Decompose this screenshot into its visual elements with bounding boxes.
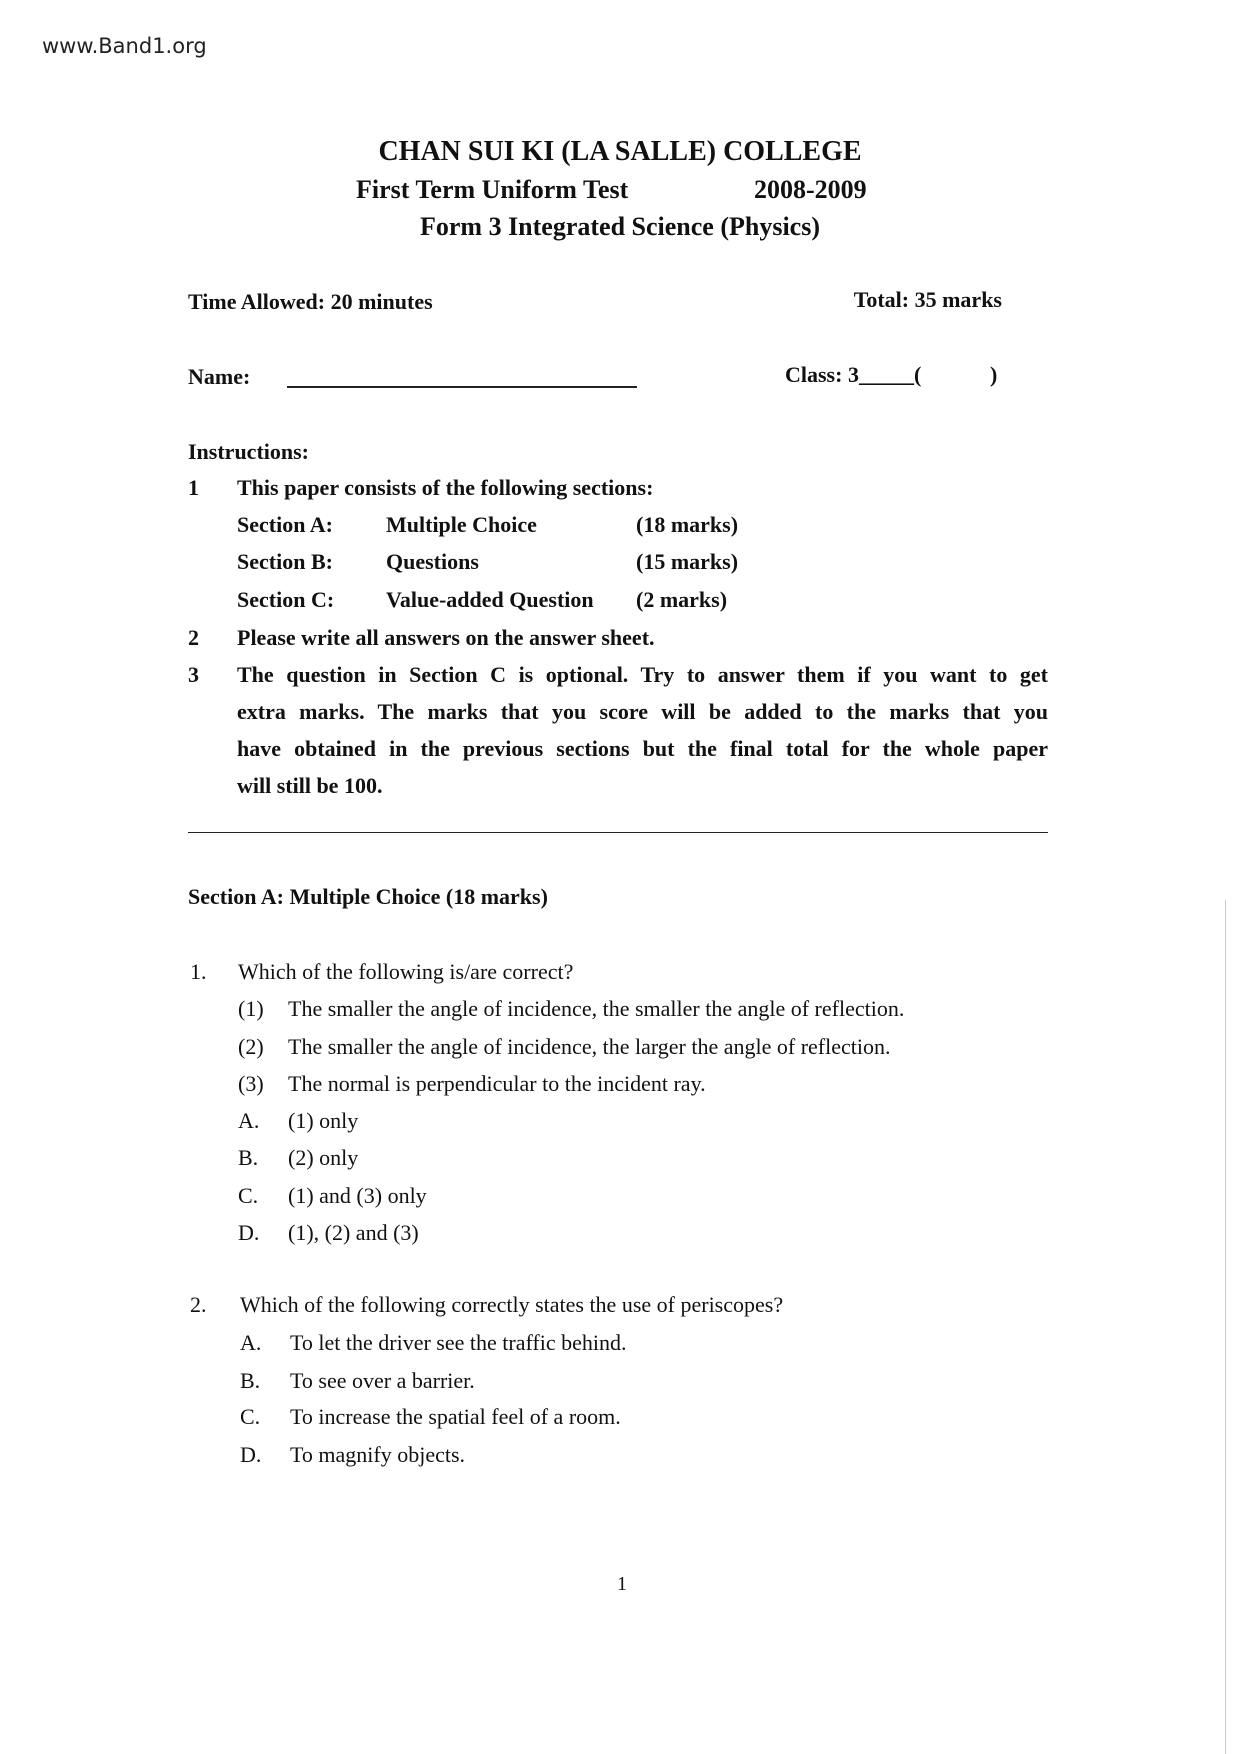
watermark: www.Band1.org xyxy=(42,34,207,58)
total-marks: Total: 35 marks xyxy=(853,287,1002,312)
scan-edge xyxy=(1225,900,1226,1754)
subject-title: Form 3 Integrated Science (Physics) xyxy=(419,212,821,241)
option-text: To see over a barrier. xyxy=(290,1368,475,1393)
question-number: 1. xyxy=(190,959,207,984)
option-label: D. xyxy=(240,1442,262,1467)
instruction-text: extra marks. The marks that you score will be added to the marks that you xyxy=(237,699,1048,724)
section-marks: (2 marks) xyxy=(636,587,728,612)
section-name: Value-added Question xyxy=(386,587,594,612)
option-label: D. xyxy=(238,1220,260,1245)
statement-text: The normal is perpendicular to the incident ray. xyxy=(288,1071,706,1096)
option-label: C. xyxy=(240,1404,261,1429)
question-text: Which of the following correctly states the use of periscopes? xyxy=(240,1292,784,1317)
section-label: Section B: xyxy=(237,549,333,574)
section-a-heading: Section A: Multiple Choice (18 marks) xyxy=(188,884,548,909)
option-text: To let the driver see the traffic behind. xyxy=(290,1330,627,1355)
section-name: Multiple Choice xyxy=(386,512,537,537)
statement-label: (3) xyxy=(238,1071,264,1096)
option-text: To increase the spatial feel of a room. xyxy=(290,1404,621,1429)
option-text: (2) only xyxy=(288,1145,359,1170)
question-text: Which of the following is/are correct? xyxy=(238,959,574,984)
instructions-heading: Instructions: xyxy=(188,439,310,464)
name-label: Name: xyxy=(188,364,251,389)
instruction-text: will still be 100. xyxy=(237,773,383,798)
option-label: B. xyxy=(238,1145,259,1170)
class-label: Class: 3_____( xyxy=(785,362,922,387)
option-label: A. xyxy=(238,1108,260,1133)
test-year: 2008-2009 xyxy=(754,175,867,204)
question-number: 2. xyxy=(190,1292,207,1317)
section-marks: (18 marks) xyxy=(636,512,739,537)
statement-text: The smaller the angle of incidence, the smaller the angle of reflection. xyxy=(288,996,905,1021)
instruction-text: This paper consists of the following sections: xyxy=(237,475,654,500)
option-label: A. xyxy=(240,1330,262,1355)
option-text: (1), (2) and (3) xyxy=(288,1220,419,1245)
section-marks: (15 marks) xyxy=(636,549,739,574)
name-field-line[interactable] xyxy=(287,386,637,388)
option-label: B. xyxy=(240,1368,261,1393)
section-label: Section C: xyxy=(237,587,335,612)
option-text: (1) only xyxy=(288,1108,359,1133)
instruction-num: 2 xyxy=(188,625,199,650)
statement-label: (1) xyxy=(238,996,264,1021)
instruction-text: have obtained in the previous sections but the final total for the whole paper xyxy=(237,736,1048,761)
statement-text: The smaller the angle of incidence, the larger the angle of reflection. xyxy=(288,1034,891,1059)
option-label: C. xyxy=(238,1183,259,1208)
option-text: (1) and (3) only xyxy=(288,1183,427,1208)
instruction-text: The question in Section C is optional. Try to answer them if you want to get xyxy=(237,662,1048,687)
school-title: CHAN SUI KI (LA SALLE) COLLEGE xyxy=(378,136,862,167)
time-allowed: Time Allowed: 20 minutes xyxy=(188,289,433,314)
statement-label: (2) xyxy=(238,1034,264,1059)
section-name: Questions xyxy=(386,549,479,574)
instruction-text: Please write all answers on the answer sheet. xyxy=(237,625,655,650)
section-label: Section A: xyxy=(237,512,333,537)
instruction-num: 1 xyxy=(188,475,199,500)
option-text: To magnify objects. xyxy=(290,1442,466,1467)
test-name: First Term Uniform Test xyxy=(356,175,629,204)
class-close: ) xyxy=(990,362,998,387)
page-number: 1 xyxy=(617,1573,627,1595)
divider xyxy=(188,832,1048,833)
instruction-num: 3 xyxy=(188,662,199,687)
